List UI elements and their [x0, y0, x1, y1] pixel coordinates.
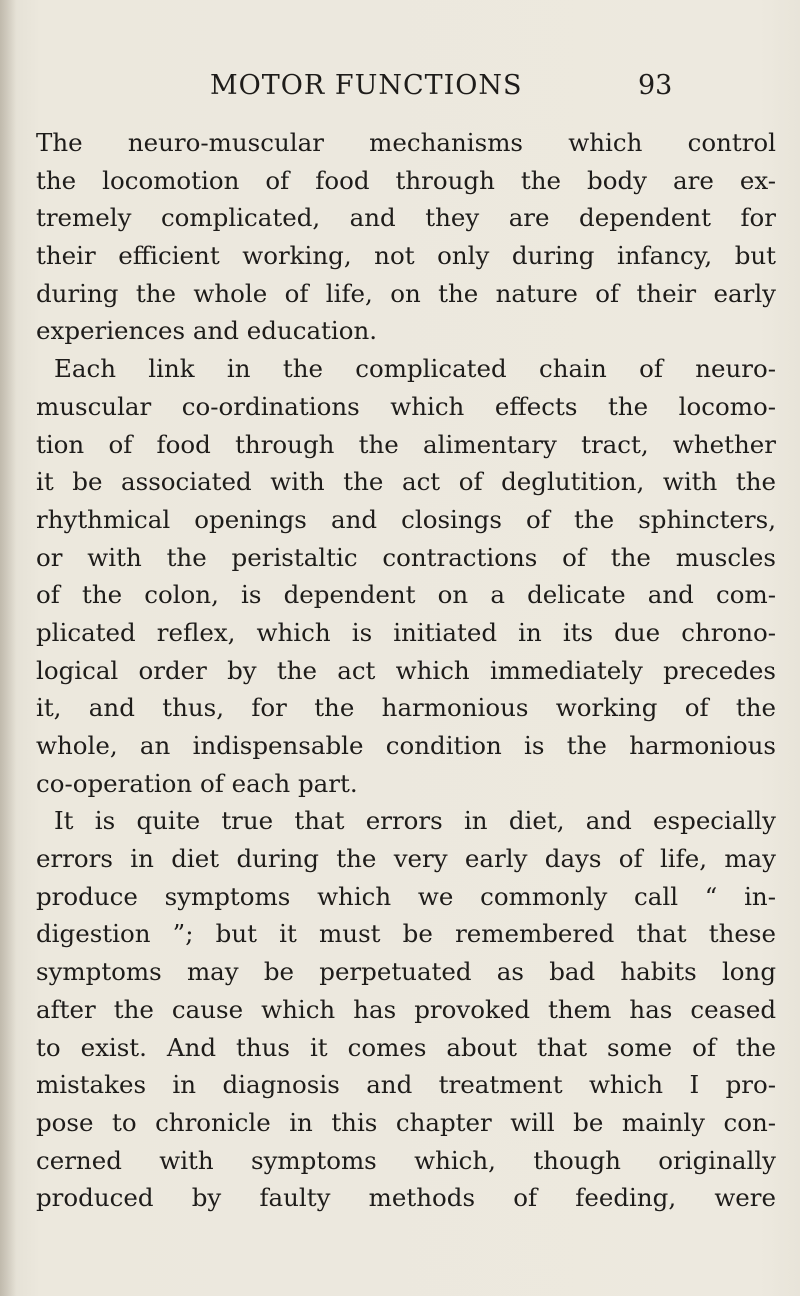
text-line: produced by faulty methods of feeding, were: [36, 1183, 776, 1213]
text-line: or with the peristaltic contractions of the muscles: [36, 542, 776, 572]
text-line: plicated reflex, which is initiated in its due chrono-: [36, 617, 776, 647]
text-line: their efficient working, not only during infancy, but: [36, 241, 776, 271]
page-number: 93: [638, 70, 673, 101]
text-line: muscular co-ordinations which effects the locomo-: [36, 391, 776, 421]
text-line: produce symptoms which we commonly call “ in-: [36, 881, 776, 911]
text-line: cerned with symptoms which, though originally: [36, 1145, 776, 1175]
body-text: [36, 124, 776, 1217]
text-line: experiences and education.: [36, 316, 378, 346]
text-line: after the cause which has provoked them has ceased: [36, 994, 776, 1024]
gutter-shadow: [0, 0, 16, 1296]
text-line: whole, an indispensable condition is the harmonious: [36, 731, 776, 760]
text-line: The neuro-muscular mechanisms which control: [36, 128, 776, 157]
text-line: of the colon, is dependent on a delicate and com-: [36, 580, 776, 610]
text-line: the locomotion of food through the body are ex-: [36, 165, 776, 195]
text-line: to exist. And thus it comes about that some of the: [36, 1032, 776, 1062]
text-line: logical order by the act which immediately precedes: [36, 655, 776, 685]
text-line: co-operation of each part.: [36, 768, 358, 798]
text-line: rhythmical openings and closings of the sphincters,: [36, 504, 776, 534]
text-line: digestion ”; but it must be remembered that these: [36, 919, 776, 949]
running-head: MOTOR FUNCTIONS: [210, 70, 523, 101]
text-line: tremely complicated, and they are dependent for: [36, 203, 776, 233]
text-line: it, and thus, for the harmonious working of the: [36, 693, 776, 723]
text-line: tion of food through the alimentary tract, whether: [36, 429, 776, 459]
text-line: mistakes in diagnosis and treatment which I pro-: [36, 1070, 776, 1100]
text-line: it be associated with the act of deglutition, with the: [36, 467, 776, 497]
text-line: It is quite true that errors in diet, and especially: [54, 806, 776, 836]
page-header: [0, 70, 800, 110]
text-line: pose to chronicle in this chapter will be mainly con-: [36, 1107, 776, 1137]
text-line: Each link in the complicated chain of neuro-: [54, 354, 776, 384]
text-line: during the whole of life, on the nature of their early: [36, 278, 776, 308]
text-line: errors in diet during the very early days of life, may: [36, 844, 776, 874]
text-line: symptoms may be perpetuated as bad habits long: [36, 957, 776, 987]
